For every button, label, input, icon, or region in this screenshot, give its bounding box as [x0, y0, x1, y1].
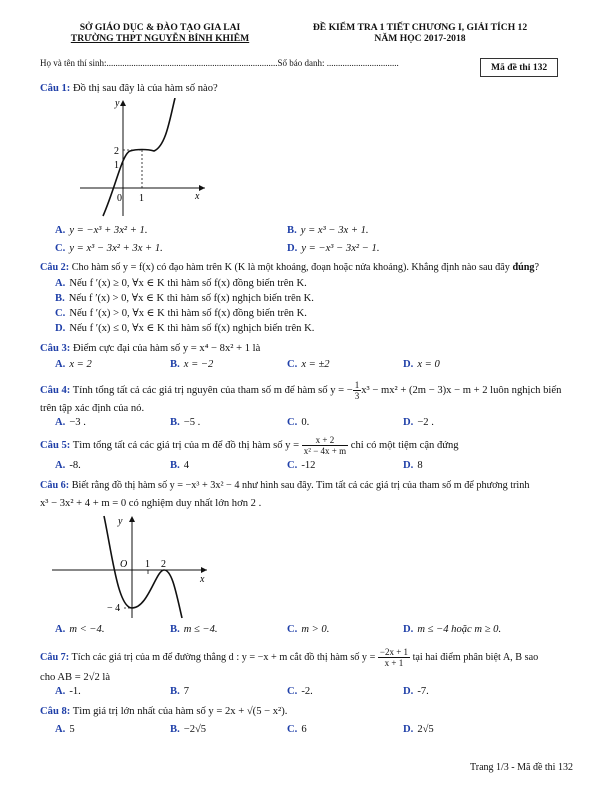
question-label: Câu 1:	[40, 83, 71, 94]
candidate-info-line: Họ và tên thí sinh:............................................................................Số báo danh: ................................	[40, 58, 399, 68]
q7-option-c[interactable]: C. -2.	[287, 686, 313, 697]
fraction: $\frac{-2x + 1}{x + 1}$	[379, 647, 409, 668]
tick-y2: 2	[114, 146, 119, 157]
question-6-line2: x³ − 3x² + 4 + m = 0 có nghiệm duy nhất lớn hơn 2 .	[40, 498, 262, 509]
q6-option-b[interactable]: B. m ≤ −4.	[170, 624, 218, 635]
question-2: Câu 2: Cho hàm số y = f(x) có đạo hàm trên K (K là một khoảng, đoạn hoặc nửa khoảng). Khẳng định nào sau đây đúng?	[40, 262, 540, 273]
question-5: Câu 5: Tìm tổng tất cả các giá trị của m để đồ thị hàm số y = $\frac{x + 2}{\text{x² − 4x + m}}$ chỉ có một tiệm cận đứng	[40, 435, 459, 456]
y-axis-arrow	[120, 100, 126, 106]
tick-y1: 1	[114, 160, 119, 171]
fraction: $\frac{1}{3}$	[354, 380, 360, 401]
question-7-line2: cho AB = 2√2 là	[40, 672, 111, 683]
q3-option-a[interactable]: A. x = 2	[55, 359, 92, 370]
question-1	[40, 83, 218, 94]
q5-option-b[interactable]: B. 4	[170, 460, 190, 471]
question-text: Đồ thị sau đây là của hàm số nào?	[72, 83, 218, 94]
q6-option-a[interactable]: A. m < −4.	[55, 624, 105, 635]
q4-option-c[interactable]: C. 0.	[287, 417, 310, 428]
q2-option-d[interactable]: D. Nếu f ′(x) ≤ 0, ∀x ∈ K thì hàm số f(x) nghịch biến trên K.	[55, 323, 315, 334]
x-axis-arrow	[201, 567, 207, 573]
exam-title: ĐỀ KIỂM TRA 1 TIẾT CHƯƠNG I, GIẢI TÍCH 12	[312, 22, 528, 33]
dept-name: SỞ GIÁO DỤC & ĐÀO TẠO GIA LAI	[79, 22, 241, 33]
q1-option-c[interactable]: C. y = x³ − 3x² + 3x + 1.	[55, 243, 163, 254]
q1-option-a[interactable]: A. y = −x³ + 3x² + 1.	[55, 225, 148, 236]
school-year: NĂM HỌC 2017-2018	[374, 33, 466, 44]
q2-option-a[interactable]: A. Nếu f ′(x) ≥ 0, ∀x ∈ K thì hàm số f(x) đồng biến trên K.	[55, 278, 307, 289]
q6-option-c[interactable]: C. m > 0.	[287, 624, 330, 635]
y-label: y	[115, 98, 120, 109]
question-4-line2: trên tập xác định của nó.	[40, 403, 145, 414]
question-7: Câu 7: Tích các giá trị của m để đường thẳng d : y = −x + m cắt đồ thị hàm số y = $\frac{-2x + 1}{x + 1}$ tại hai điểm phân biệt A, B sao	[40, 647, 539, 668]
q8-option-a[interactable]: A. 5	[55, 724, 75, 735]
q8-option-b[interactable]: B. −2√5	[170, 724, 207, 735]
q8-option-d[interactable]: D. 2√5	[403, 724, 434, 735]
origin-label: 0	[117, 193, 122, 204]
q1-option-d[interactable]: D. y = −x³ − 3x² − 1.	[287, 243, 380, 254]
q2-option-c[interactable]: C. Nếu f ′(x) > 0, ∀x ∈ K thì hàm số f(x) đồng biến trên K.	[55, 308, 307, 319]
q3-option-d[interactable]: D. x = 0	[403, 359, 440, 370]
q4-option-d[interactable]: D. −2 .	[403, 417, 434, 428]
graph-q6	[52, 514, 212, 619]
graph-q1	[80, 98, 210, 218]
question-6: Câu 6: Biết rằng đồ thị hàm số y = −x³ + 3x² − 4 như hình sau đây. Tìm tất cả các giá trị của tham số m để phương trình	[40, 480, 530, 491]
y-label: y	[118, 516, 123, 527]
tick-x1: 1	[145, 559, 150, 570]
tick-x2: 2	[161, 559, 166, 570]
q4-option-a[interactable]: A. −3 .	[55, 417, 86, 428]
origin-label: O	[120, 559, 128, 570]
q6-option-d[interactable]: D. m ≤ −4 hoặc m ≥ 0.	[403, 624, 502, 635]
q2-option-b[interactable]: B. Nếu f ′(x) > 0, ∀x ∈ K thì hàm số f(x) nghịch biến trên K.	[55, 293, 314, 304]
question-8: Câu 8: Tìm giá trị lớn nhất của hàm số y = 2x + √(5 − x²).	[40, 706, 288, 717]
q5-option-c[interactable]: C. -12	[287, 460, 316, 471]
q7-option-a[interactable]: A. -1.	[55, 686, 81, 697]
question-3: Câu 3: Điểm cực đại của hàm số y = x⁴ − 8x² + 1 là	[40, 343, 261, 354]
x-axis-arrow	[199, 185, 205, 191]
q1-option-b[interactable]: B. y = x³ − 3x + 1.	[287, 225, 369, 236]
q4-option-b[interactable]: B. −5 .	[170, 417, 201, 428]
q7-option-b[interactable]: B. 7	[170, 686, 190, 697]
q7-option-d[interactable]: D. -7.	[403, 686, 429, 697]
x-label: x	[200, 574, 205, 585]
page-footer: Trang 1/3 - Mã đề thi 132	[470, 762, 573, 773]
tick-x1: 1	[139, 193, 144, 204]
q5-option-a[interactable]: A. -8.	[55, 460, 81, 471]
fraction: $\frac{x + 2}{\text{x² − 4x + m}}$	[303, 435, 347, 456]
q8-option-c[interactable]: C. 6	[287, 724, 307, 735]
q3-option-c[interactable]: C. x = ±2	[287, 359, 330, 370]
question-4: Câu 4: Tính tổng tất cả các giá trị nguyên của tham số m để hàm số y = − $\frac{1}{3}$ x³ − mx² + (2m − 3)x − m + 2 luôn nghịch biến	[40, 380, 562, 401]
exam-code-box: Mã đề thi 132	[480, 58, 558, 77]
q3-option-b[interactable]: B. x = −2	[170, 359, 214, 370]
q5-option-d[interactable]: D. 8	[403, 460, 423, 471]
tick-ym4: − 4	[107, 603, 121, 614]
y-axis-arrow	[129, 516, 135, 522]
x-label: x	[195, 191, 200, 202]
school-name: TRƯỜNG THPT NGUYỄN BỈNH KHIÊM	[70, 33, 250, 44]
